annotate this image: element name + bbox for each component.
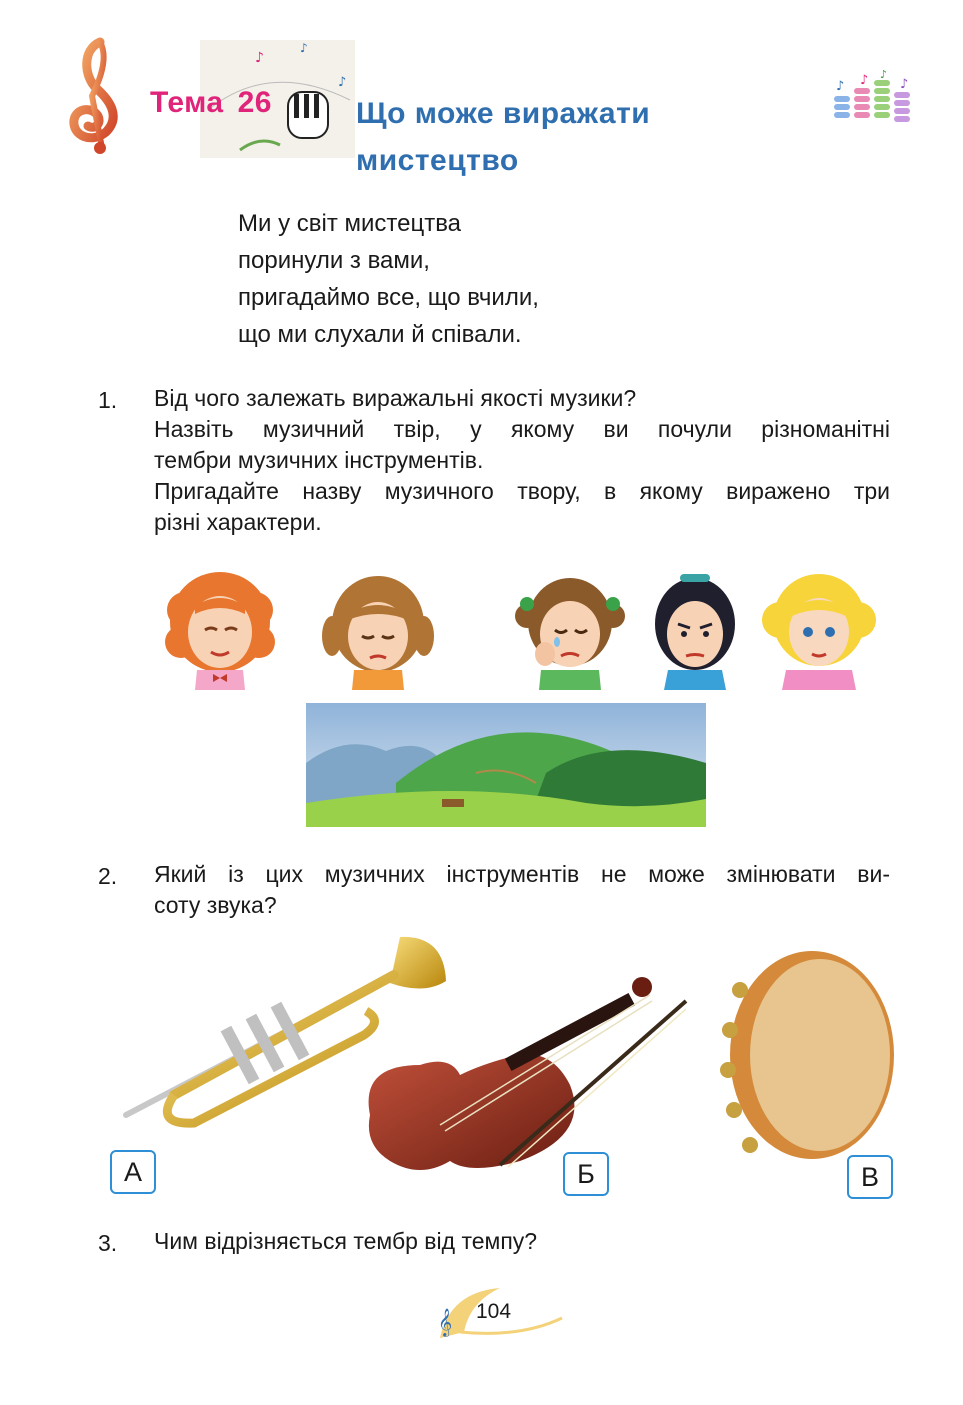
question-line: тембри музичних інструментів. bbox=[154, 447, 484, 473]
topic-number: 26 bbox=[237, 86, 272, 119]
option-b-label: Б bbox=[563, 1152, 609, 1196]
question-line: Який із цих музичних інструментів не може змінювати ви- bbox=[154, 861, 890, 887]
poem-line: що ми слухали й співали. bbox=[238, 321, 522, 348]
treble-clef-icon bbox=[62, 36, 132, 154]
question-3-text bbox=[154, 1226, 890, 1257]
poem bbox=[238, 205, 539, 353]
question-1-text bbox=[154, 383, 890, 538]
mountain-landscape-image bbox=[306, 703, 706, 827]
question-line: Назвіть музичний твір, у якому ви почули різноманітні bbox=[154, 416, 890, 442]
svg-text:♪: ♪ bbox=[836, 79, 845, 94]
svg-text:♪: ♪ bbox=[900, 77, 909, 92]
question-number: 2. bbox=[98, 863, 118, 889]
svg-text:𝄞: 𝄞 bbox=[438, 1308, 453, 1336]
question-number: 3. bbox=[98, 1230, 118, 1256]
svg-text:♪: ♪ bbox=[880, 70, 888, 81]
poem-line: поринули з вами, bbox=[238, 247, 430, 274]
svg-text:♪: ♪ bbox=[255, 50, 264, 66]
option-c-label: В bbox=[847, 1155, 893, 1199]
question-line: Чим відрізняється тембр від темпу? bbox=[154, 1228, 538, 1254]
topic-label bbox=[150, 86, 272, 120]
page-number: 104 bbox=[476, 1300, 512, 1323]
question-line: різні характери. bbox=[154, 509, 322, 535]
svg-text:♪: ♪ bbox=[860, 73, 869, 88]
violin-icon bbox=[350, 965, 690, 1195]
girl-face-crying bbox=[505, 570, 635, 690]
topic-word: Тема bbox=[150, 86, 224, 119]
girl-face-angry bbox=[640, 570, 750, 690]
question-2-text bbox=[154, 859, 890, 921]
girl-face-smiling bbox=[155, 570, 285, 690]
girl-face-sad bbox=[312, 570, 444, 690]
page-title bbox=[356, 90, 650, 184]
poem-line: пригадаймо все, що вчили, bbox=[238, 284, 539, 311]
poem-line: Ми у світ мистецтва bbox=[238, 210, 462, 237]
question-number: 1. bbox=[98, 387, 118, 413]
svg-text:♪: ♪ bbox=[300, 41, 308, 55]
option-a-label: А bbox=[110, 1150, 156, 1194]
svg-text:♪: ♪ bbox=[338, 75, 347, 90]
question-line: соту звука? bbox=[154, 892, 277, 918]
page-title-line-2: мистецтво bbox=[356, 144, 519, 177]
music-notes-decoration-icon bbox=[830, 70, 914, 128]
girl-face-curious bbox=[758, 570, 880, 690]
question-line: Пригадайте назву музичного твору, в якому виражено три bbox=[154, 478, 890, 504]
tambourine-icon bbox=[700, 940, 905, 1170]
question-line: Від чого залежать виражальні якості музики? bbox=[154, 385, 637, 411]
page-title-line-1: Що може виражати bbox=[356, 97, 651, 130]
